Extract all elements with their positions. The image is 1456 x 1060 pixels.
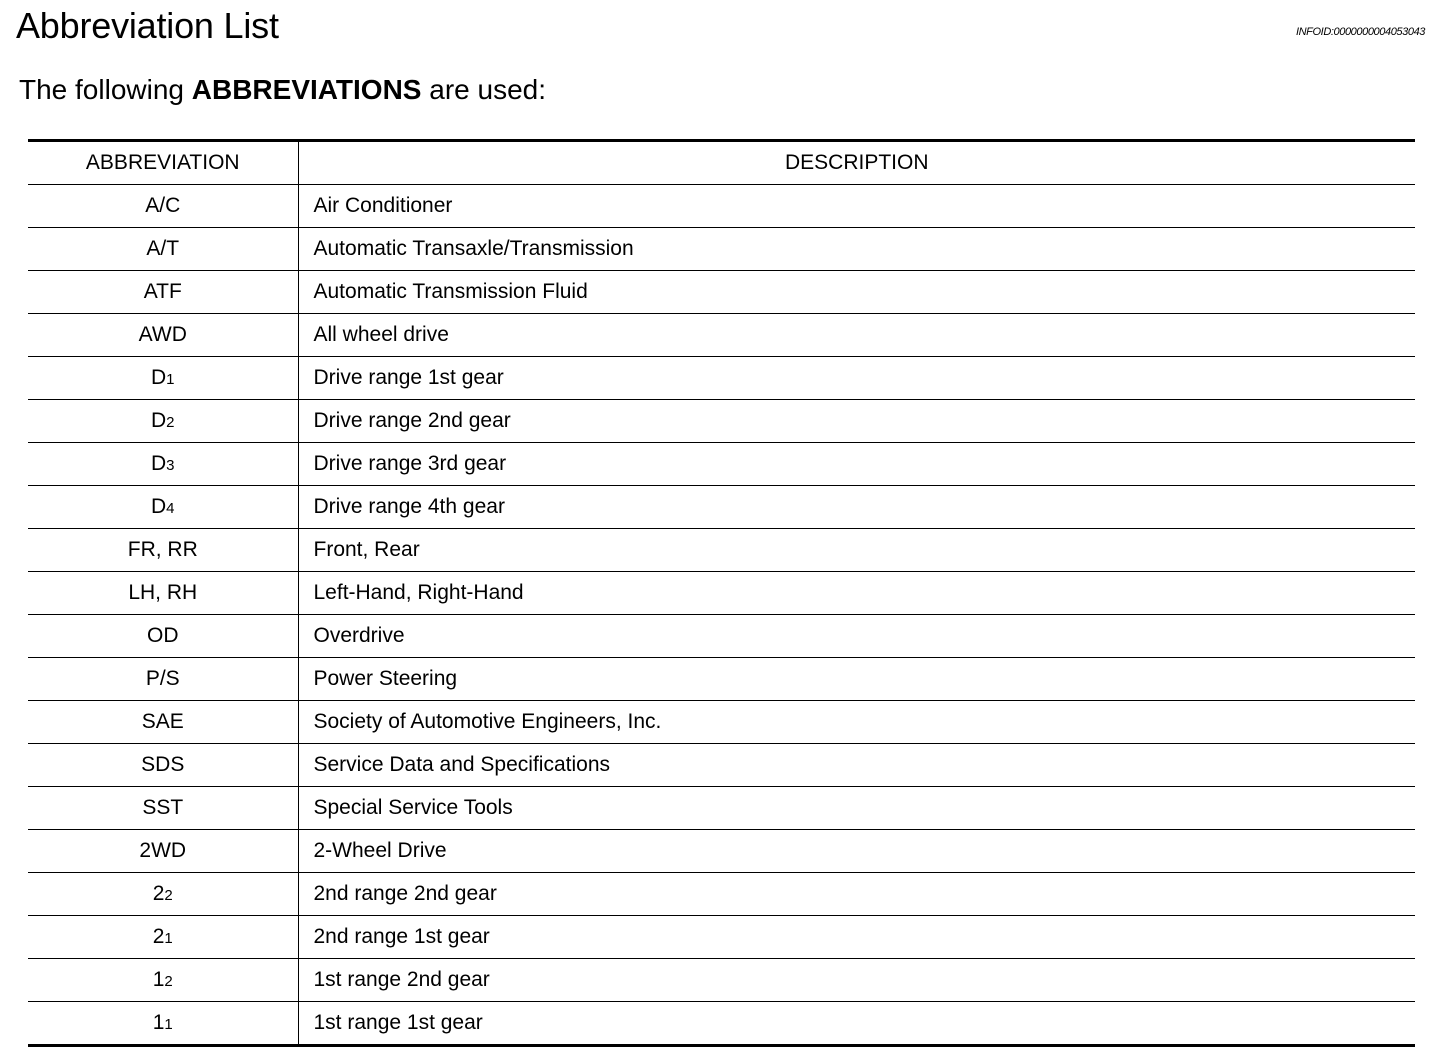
abbreviation-text: 2 <box>152 925 165 948</box>
description-cell: Drive range 3rd gear <box>298 443 1415 486</box>
description-cell: All wheel drive <box>298 314 1415 357</box>
table-row <box>28 228 1415 271</box>
abbreviation-subscript: 3 <box>166 457 175 474</box>
table-header-row <box>28 141 1415 185</box>
abbreviation-text: SDS <box>141 753 185 776</box>
abbreviation-cell <box>28 314 298 357</box>
abbreviation-cell <box>28 1002 298 1046</box>
abbreviation-table <box>28 139 1415 1047</box>
abbreviation-text: 1 <box>152 968 165 991</box>
abbreviation-cell <box>28 787 298 830</box>
abbreviation-text: OD <box>147 624 179 647</box>
abbreviation-cell <box>28 572 298 615</box>
abbreviation-cell <box>28 486 298 529</box>
abbreviation-text: AWD <box>138 323 187 346</box>
abbreviation-cell <box>28 271 298 314</box>
table-row <box>28 185 1415 228</box>
table-body <box>28 185 1415 1046</box>
description-cell: 2-Wheel Drive <box>298 830 1415 873</box>
description-cell: Service Data and Specifications <box>298 744 1415 787</box>
table-row <box>28 658 1415 701</box>
info-id: INFOID:0000000004053043 <box>1295 26 1425 38</box>
abbreviation-text: D <box>150 409 167 432</box>
abbreviation-subscript: 4 <box>166 500 175 517</box>
abbreviation-cell <box>28 916 298 959</box>
page-title: Abbreviation List <box>16 5 279 46</box>
description-cell: Drive range 2nd gear <box>298 400 1415 443</box>
abbreviation-cell <box>28 443 298 486</box>
abbreviation-cell <box>28 357 298 400</box>
table-row <box>28 400 1415 443</box>
abbreviation-text: D <box>150 452 167 475</box>
table-row <box>28 873 1415 916</box>
abbreviation-subscript: 1 <box>164 930 173 947</box>
abbreviation-text: P/S <box>145 667 180 690</box>
description-cell: Overdrive <box>298 615 1415 658</box>
abbreviation-text: 1 <box>152 1011 165 1034</box>
table-row <box>28 744 1415 787</box>
description-cell: Front, Rear <box>298 529 1415 572</box>
description-cell: Air Conditioner <box>298 185 1415 228</box>
description-cell: Automatic Transmission Fluid <box>298 271 1415 314</box>
abbreviation-cell <box>28 744 298 787</box>
description-cell: 1st range 2nd gear <box>298 959 1415 1002</box>
abbreviation-cell <box>28 400 298 443</box>
abbreviation-cell <box>28 529 298 572</box>
abbreviation-subscript: 1 <box>164 1016 173 1033</box>
abbreviation-cell <box>28 830 298 873</box>
table-row <box>28 529 1415 572</box>
abbreviation-cell <box>28 701 298 744</box>
abbreviation-text: A/C <box>145 194 181 217</box>
description-cell: Drive range 4th gear <box>298 486 1415 529</box>
abbreviation-cell <box>28 185 298 228</box>
abbreviation-cell <box>28 228 298 271</box>
abbreviation-text: SAE <box>141 710 184 733</box>
abbreviation-cell <box>28 959 298 1002</box>
table-row <box>28 314 1415 357</box>
description-cell: 2nd range 1st gear <box>298 916 1415 959</box>
description-cell: Left-Hand, Right-Hand <box>298 572 1415 615</box>
description-cell: 1st range 1st gear <box>313 1011 483 1034</box>
intro-text <box>19 72 546 108</box>
table-row <box>28 701 1415 744</box>
table-row <box>28 959 1415 1002</box>
description-cell: Society of Automotive Engineers, Inc. <box>298 701 1415 744</box>
table-row <box>28 830 1415 873</box>
table-row <box>28 615 1415 658</box>
description-cell: Automatic Transaxle/Transmission <box>298 228 1415 271</box>
description-cell: Drive range 1st gear <box>298 357 1415 400</box>
abbreviation-cell <box>28 873 298 916</box>
column-header-abbreviation: ABBREVIATION <box>28 141 298 185</box>
abbreviation-subscript: 2 <box>164 973 173 990</box>
abbreviation-text: SST <box>142 796 184 819</box>
table-row <box>28 787 1415 830</box>
intro-prefix: The following <box>19 74 192 105</box>
abbreviation-text: LH, RH <box>128 581 198 604</box>
table-row <box>28 916 1415 959</box>
abbreviation-cell <box>28 615 298 658</box>
table-row <box>28 271 1415 314</box>
abbreviation-text: ATF <box>143 280 182 303</box>
abbreviation-text: D <box>150 366 167 389</box>
description-cell: Special Service Tools <box>298 787 1415 830</box>
abbreviation-text: FR, RR <box>127 538 198 561</box>
abbreviation-text: D <box>150 495 167 518</box>
abbreviation-subscript: 2 <box>164 887 173 904</box>
intro-suffix: are used: <box>421 74 547 105</box>
abbreviation-cell <box>28 658 298 701</box>
table-row <box>28 357 1415 400</box>
table-row <box>28 443 1415 486</box>
intro-bold: ABBREVIATIONS <box>191 74 422 105</box>
table-row <box>28 572 1415 615</box>
abbreviation-subscript: 1 <box>166 371 175 388</box>
column-header-description: DESCRIPTION <box>298 141 1415 185</box>
description-cell: 2nd range 2nd gear <box>298 873 1415 916</box>
table-row <box>28 486 1415 529</box>
description-cell: Power Steering <box>298 658 1415 701</box>
abbreviation-text: 2 <box>152 882 165 905</box>
table-row <box>28 1002 1415 1046</box>
abbreviation-text: 2WD <box>139 839 187 862</box>
abbreviation-subscript: 2 <box>166 414 175 431</box>
abbreviation-text: A/T <box>146 237 180 260</box>
